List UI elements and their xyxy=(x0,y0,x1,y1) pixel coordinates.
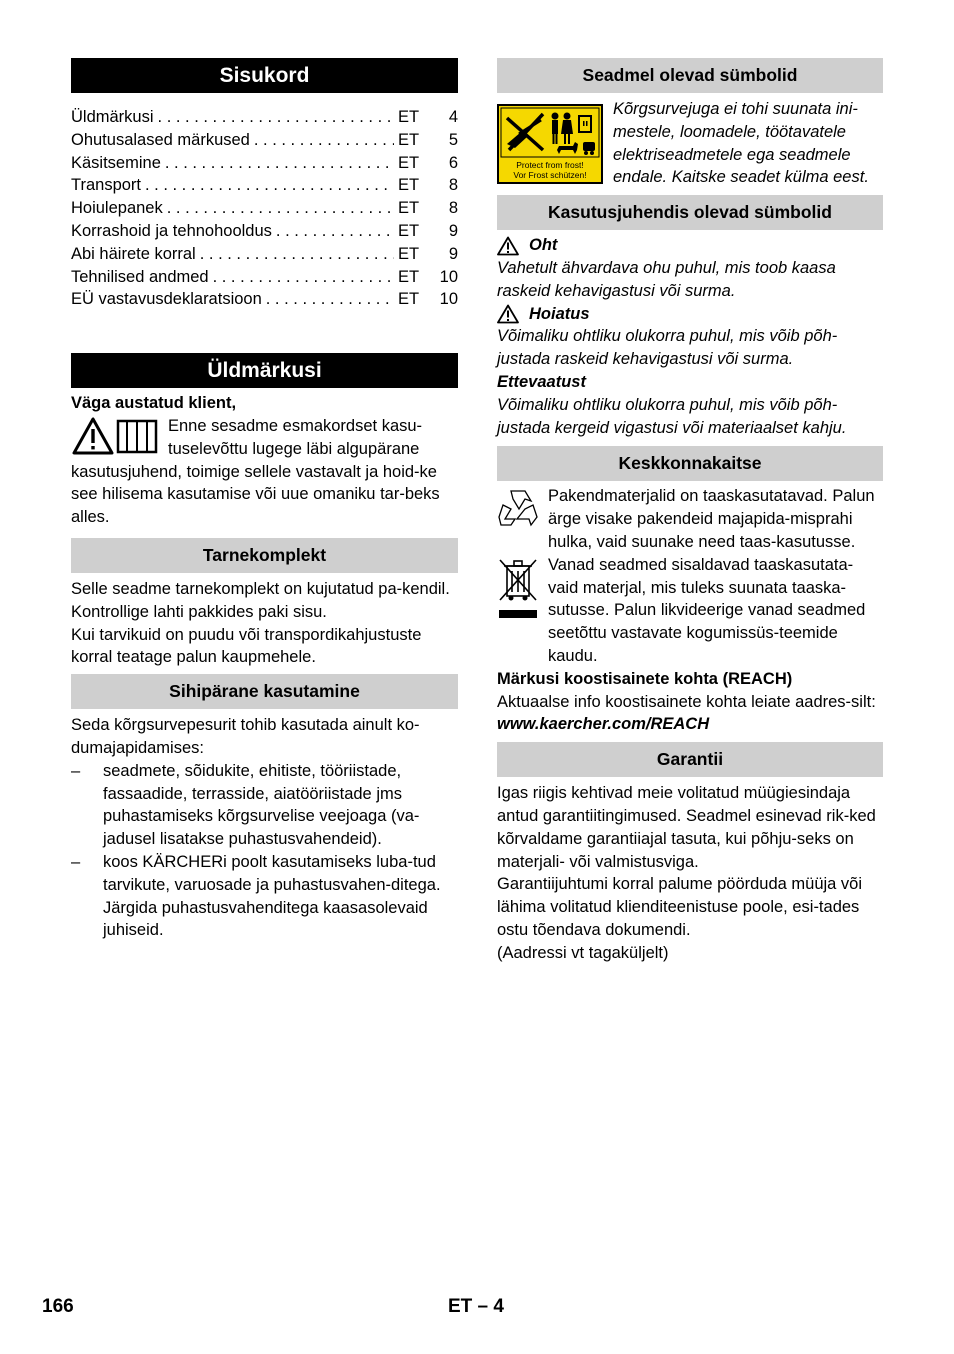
toc-leader xyxy=(254,129,394,152)
warning-triangle-icon xyxy=(497,236,529,256)
general-heading: Üldmärkusi xyxy=(71,353,458,388)
toc-leader xyxy=(213,266,394,289)
warning-text: Võimaliku ohtliku olukorra puhul, mis võib põh-justada raskeid kehavigastusi või surma. xyxy=(497,327,838,369)
table-of-contents xyxy=(71,106,458,311)
toc-title: Abi häirete korral xyxy=(71,244,196,263)
toc-leader xyxy=(167,197,394,220)
scope-heading: Tarnekomplekt xyxy=(71,538,458,573)
toc-lang: ET xyxy=(398,176,420,195)
device-symbols-block xyxy=(497,98,883,189)
env-heading: Keskkonnakaitse xyxy=(497,446,883,481)
warranty-heading: Garantii xyxy=(497,742,883,777)
reach-text: Aktuaalse info koostisainete kohta leiate aadres-silt: xyxy=(497,692,876,711)
device-symbols-heading: Seadmel olevad sümbolid xyxy=(497,58,883,93)
toc-title: Tehnilised andmed xyxy=(71,267,209,286)
toc-row[interactable] xyxy=(71,243,458,266)
toc-leader xyxy=(158,106,394,129)
toc-lang: ET xyxy=(398,244,420,263)
toc-title: Transport xyxy=(71,176,141,195)
page-number: 166 xyxy=(42,1296,74,1317)
section-label: ET – 4 xyxy=(448,1296,504,1317)
toc-page: 9 xyxy=(448,221,458,240)
toc-leader xyxy=(145,174,394,197)
intro-line-2: tuselevõttu lugege läbi algupärane xyxy=(168,439,420,458)
caution-label: Ettevaatust xyxy=(497,372,586,391)
toc-title: Käsitsemine xyxy=(71,153,161,172)
intro-block xyxy=(71,415,458,461)
toc-row[interactable] xyxy=(71,106,458,129)
recycling-icon xyxy=(497,485,548,553)
toc-page: 5 xyxy=(448,130,458,149)
reach-url-link[interactable]: www.kaercher.com/REACH xyxy=(497,715,710,734)
reach-heading: Märkusi koostisainete kohta (REACH) xyxy=(497,669,793,688)
dash: – xyxy=(71,761,81,780)
intro-line-1: Enne sesadme esmakordset kasu- xyxy=(168,416,423,435)
toc-lang: ET xyxy=(398,130,420,149)
left-column xyxy=(71,58,458,942)
scope-text-2: Kui tarvikuid on puudu või transpordikahjustuste korral teatage palun kaupmehele. xyxy=(71,625,422,667)
warranty-text-2: Garantiijuhtumi korral palume pöörduda müüja või lähima volitatud klienditeenistuse poole, esi-tades ostu tõendava dokumendi. xyxy=(497,875,863,939)
toc-title: Üldmärkusi xyxy=(71,108,154,126)
toc-page: 9 xyxy=(448,244,458,263)
frost-warning-sticker xyxy=(497,98,613,189)
use-heading: Sihipärane kasutamine xyxy=(71,674,458,709)
list-item xyxy=(71,851,458,942)
toc-page: 6 xyxy=(448,153,458,172)
toc-row[interactable] xyxy=(71,288,458,311)
crossed-bin-icon xyxy=(497,554,548,668)
toc-leader xyxy=(165,152,394,175)
toc-row[interactable] xyxy=(71,266,458,289)
env-weee-block xyxy=(497,554,883,668)
warning-manual-icon xyxy=(71,415,168,461)
warranty-text-1: Igas riigis kehtivad meie volitatud müügiesindaja antud garantiitingimused. Seadmel esinevad rik-ked kõrvaldame garantiiajal tasuta, kui põhju-seks on materjali- või valmistusviga. xyxy=(497,784,876,871)
toc-lang: ET xyxy=(398,199,420,218)
caution-text: Võimaliku ohtliku olukorra puhul, mis võib põh-justada kergeid vigastusi või materiaalset kahju. xyxy=(497,395,847,437)
env-text-2: Vanad seadmed sisaldavad taaskasutata-vaid materjal, mis tuleks suunata taaska-sutusse. Palun likvideerige vanad seadmed seetõttu vastavate kogumissüs-teemide kaudu. xyxy=(548,555,866,665)
greeting: Väga austatud klient, xyxy=(71,394,237,413)
toc-row[interactable] xyxy=(71,129,458,152)
scope-text-1: Selle seadme tarnekomplekt on kujutatud pa-kendil. Kontrollige lahti pakkides paki sisu. xyxy=(71,579,450,621)
toc-page: 10 xyxy=(439,267,458,286)
toc-title: Ohutusalased märkused xyxy=(71,130,250,149)
use-item-2: koos KÄRCHERi poolt kasutamiseks luba-tud tarvikute, varuosade ja puhastusvahen-ditega. Järgida puhastusvahenditega kaasasolevaid juhiseid. xyxy=(103,852,441,940)
toc-page: 8 xyxy=(448,199,458,218)
dash: – xyxy=(71,852,81,871)
toc-leader xyxy=(200,243,394,266)
toc-leader xyxy=(266,288,394,311)
toc-title: EÜ vastavusdeklaratsioon xyxy=(71,290,262,309)
toc-lang: ET xyxy=(398,108,420,126)
env-text-1: Pakendmaterjalid on taaskasutatavad. Palun ärge visake pakendeid majapida-misprahi hulka, vaid suunake need taas-kasutusse. xyxy=(548,487,875,551)
toc-row[interactable] xyxy=(71,197,458,220)
toc-row[interactable] xyxy=(71,152,458,175)
toc-lang: ET xyxy=(398,290,420,309)
warning-row xyxy=(497,303,883,326)
toc-title: Hoiulepanek xyxy=(71,199,163,218)
danger-text: Vahetult ähvardava ohu puhul, mis toob kaasa raskeid kehavigastusi või surma. xyxy=(497,258,836,300)
env-recycling-block xyxy=(497,485,883,553)
toc-heading: Sisukord xyxy=(71,58,458,93)
list-item xyxy=(71,760,458,851)
danger-label: Oht xyxy=(529,236,558,255)
toc-page: 10 xyxy=(439,290,458,309)
use-item-1: seadmete, sõidukite, ehitiste, tööriistade, fassaadide, terrasside, aiatööriistade jms puhastamiseks kõrgsurvelise veejoaga (va-jadusel lisatakse puhastusvahendeid). xyxy=(103,761,420,849)
warranty-text-3: (Aadressi vt tagaküljelt) xyxy=(497,943,669,962)
toc-row[interactable] xyxy=(71,174,458,197)
toc-page: 8 xyxy=(448,176,458,195)
sticker-line-2: Vor Frost schützen! xyxy=(513,170,587,180)
manual-symbols-heading: Kasutusjuhendis olevad sümbolid xyxy=(497,195,883,230)
warning-triangle-icon xyxy=(497,304,529,324)
danger-row xyxy=(497,234,883,257)
device-symbols-text: Kõrgsurvejuga ei tohi suunata ini-mestele, loomadele, töötavatele elektriseadmetele ega seadmele endale. Kaitske seadet külma eest. xyxy=(613,100,869,187)
sticker-line-1: Protect from frost! xyxy=(516,160,584,170)
toc-lang: ET xyxy=(398,221,420,240)
warning-label: Hoiatus xyxy=(529,304,590,323)
toc-lang: ET xyxy=(398,267,420,286)
use-text: Seda kõrgsurvepesurit tohib kasutada ainult ko-dumajapidamises: xyxy=(71,716,420,757)
toc-leader xyxy=(276,220,394,243)
toc-row[interactable] xyxy=(71,220,458,243)
toc-title: Korrashoid ja tehnohooldus xyxy=(71,221,272,240)
toc-lang: ET xyxy=(398,153,420,172)
toc-page: 4 xyxy=(448,108,458,126)
right-column xyxy=(497,58,883,965)
intro-text: kasutusjuhend, toimige sellele vastavalt ja hoid-ke see hilisema kasutamise või uue omaniku tar-beks alles. xyxy=(71,462,440,527)
